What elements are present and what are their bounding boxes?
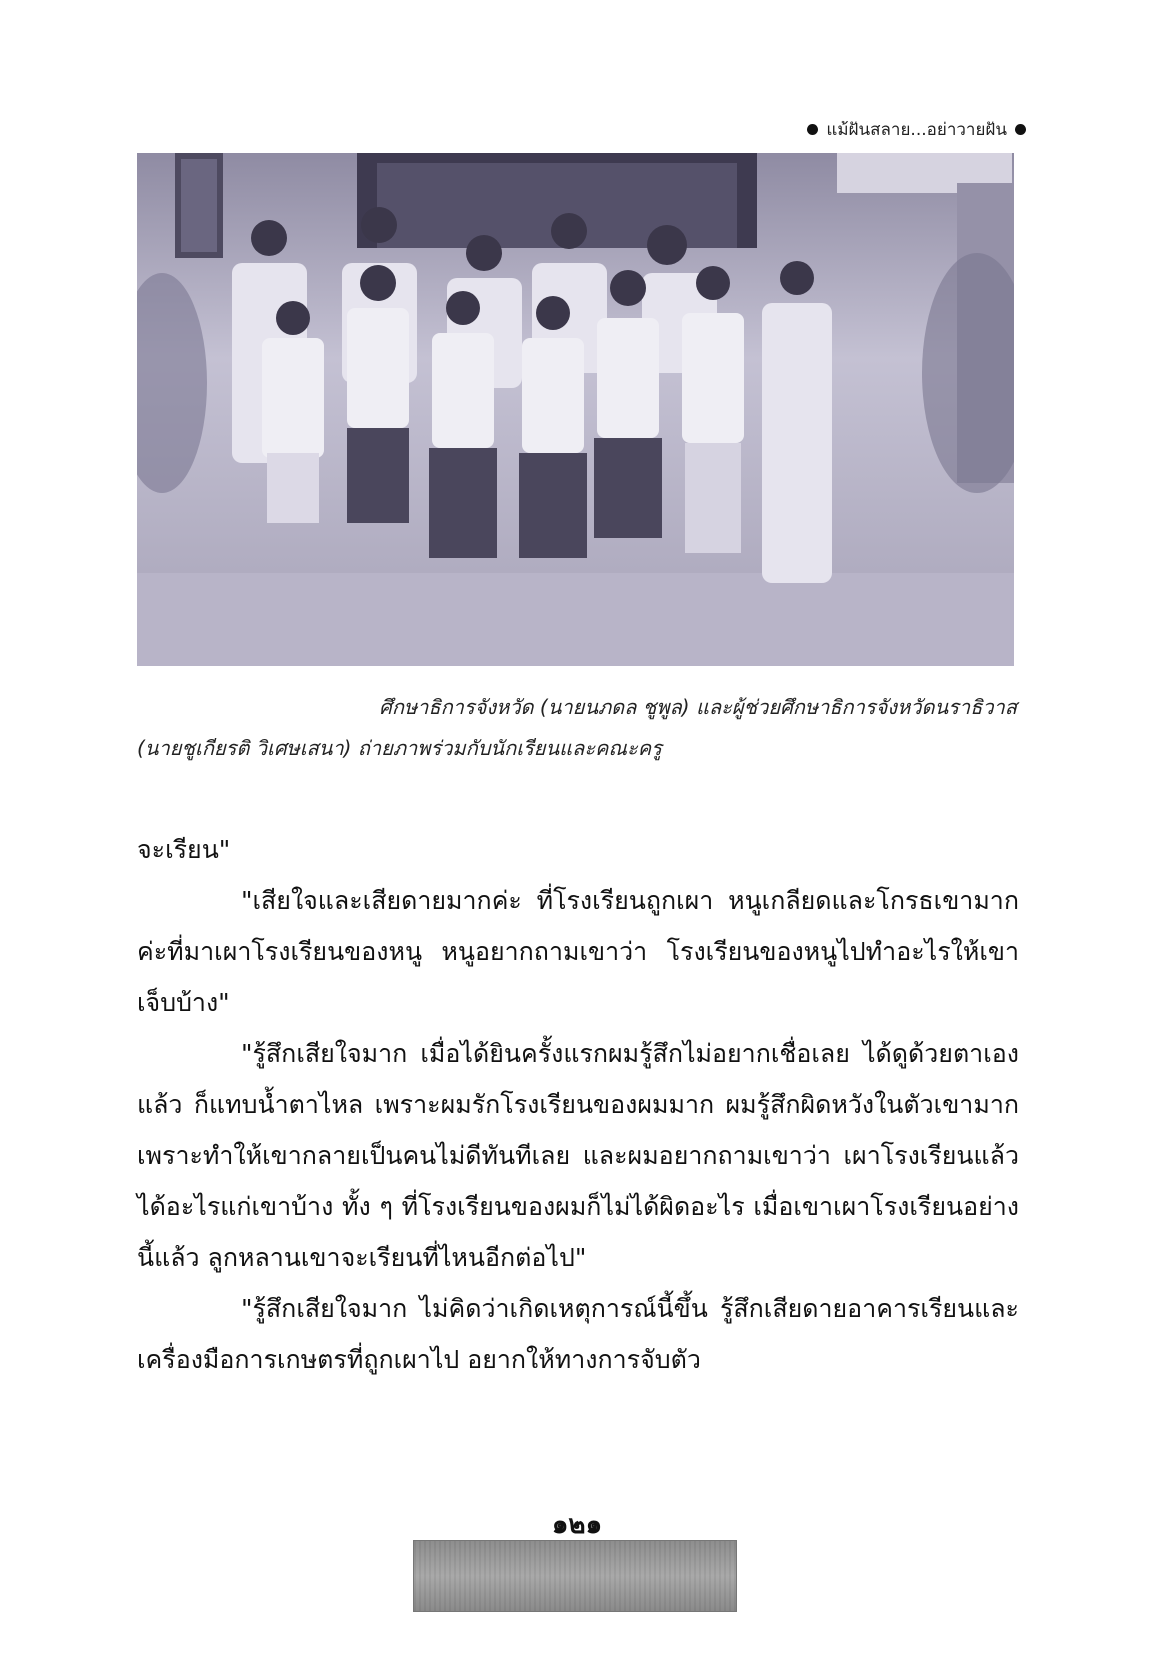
paragraph: "เสียใจและเสียดายมากค่ะ ที่โรงเรียนถูกเผา หนูเกลียดและโกรธเขามากค่ะที่มาเผาโรงเรียนของหนู หนูอยากถามเขาว่า โรงเรียนของหนูไปทำอะไรให้เขาเจ็บบ้าง": [137, 886, 1019, 1017]
paragraph: "รู้สึกเสียใจมาก เมื่อได้ยินครั้งแรกผมรู้สึกไม่อยากเชื่อเลย ได้ดูด้วยตาเองแล้ว ก็แทบน้ำตาไหล เพราะผมรักโรงเรียนของผมมาก ผมรู้สึกผิดหวังในตัวเขามาก เพราะทำให้เขากลายเป็นคนไม่ดีทันทีเลย และผมอยากถามเขาว่า เผาโรงเรียนแล้วได้อะไรแก่เขาบ้าง ทั้ง ๆ ที่โรงเรียนของผมก็ไม่ได้ผิดอะไร เมื่อเขาเผาโรงเรียนอย่างนี้แล้ว ลูกหลานเขาจะเรียนที่ไหนอีกต่อไป": [137, 1039, 1019, 1272]
page-number: ๑๒๑: [551, 1510, 603, 1540]
group-photo-illustration: [137, 153, 1014, 666]
body-text: [137, 824, 1019, 1385]
photo-caption: [137, 687, 1017, 769]
bullet-right-icon: [1015, 124, 1026, 135]
caption-line-2: (นายชูเกียรติ วิเศษเสนา) ถ่ายภาพร่วมกับนักเรียนและคณะครู: [137, 736, 662, 760]
running-title: แม้ฝันสลาย...อย่าวายฝัน: [826, 120, 1007, 140]
footer-stamp-image: [413, 1540, 737, 1612]
paragraph: จะเรียน": [137, 835, 231, 864]
running-header: [807, 116, 1026, 143]
caption-line-1: ศึกษาธิการจังหวัด (นายนภดล ชูพูล) และผู้ช่วยศึกษาธิการจังหวัดนราธิวาส: [379, 695, 1017, 719]
bullet-left-icon: [807, 124, 818, 135]
group-photo: [137, 153, 1014, 666]
paragraph: "รู้สึกเสียใจมาก ไม่คิดว่าเกิดเหตุการณ์นี้ขึ้น รู้สึกเสียดายอาคารเรียนและเครื่องมือการเกษตรที่ถูกเผาไป อยากให้ทางการจับตัว: [137, 1294, 1019, 1374]
